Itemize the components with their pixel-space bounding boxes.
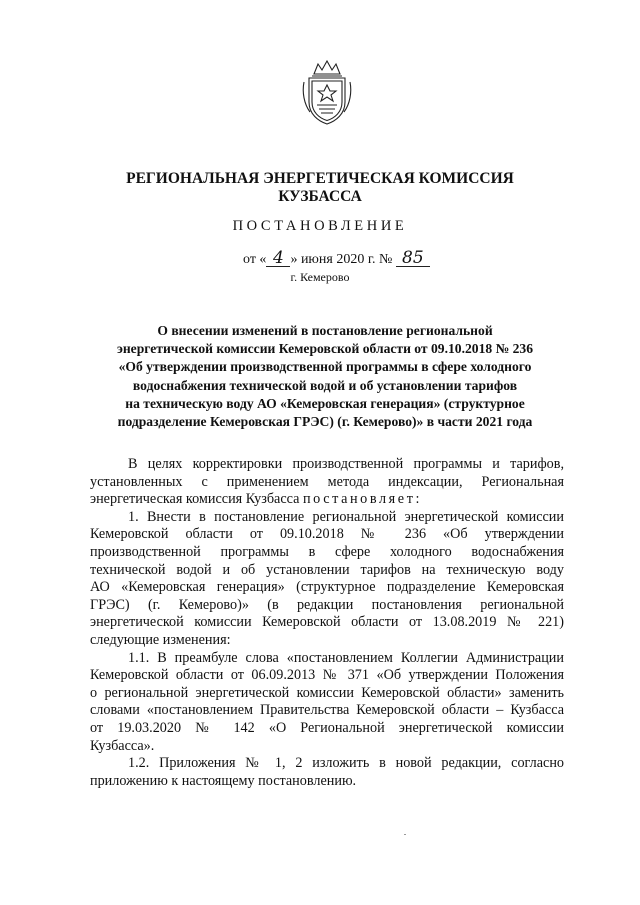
document-number-handwritten: 85 — [396, 251, 430, 267]
body-line: ГРЭС) (г. Кемерово)» (в редакции постановления региональной — [90, 596, 564, 613]
date-middle: » июня 2020 г. № — [290, 252, 393, 267]
body-line: от 19.03.2020 № 142 «О Региональной энергетической комиссии — [90, 719, 564, 736]
document-title — [85, 322, 565, 431]
body-line: 1. Внести в постановление региональной энергетической комиссии — [128, 508, 564, 525]
body-text: энергетическая комиссия Кузбасса — [90, 491, 303, 508]
body-line: 1.1. В преамбуле слова «постановлением Коллегии Администрации — [128, 649, 564, 666]
body-line: следующие изменения: — [90, 631, 231, 648]
body-line: В целях корректировки производственной программы и тарифов, — [128, 456, 564, 472]
title-line: О внесении изменений в постановление региональной — [157, 323, 493, 338]
kuzbass-coat-of-arms-emblem — [300, 58, 354, 126]
date-prefix: от « — [243, 252, 267, 267]
body-line: установленных с применением метода индексации, Региональная — [90, 473, 564, 490]
date-day-handwritten: 4 — [266, 251, 290, 267]
body-line: технической водой и об установлении тарифов на техническую воду — [90, 561, 564, 578]
title-line: водоснабжения технической водой и об установлении тарифов — [132, 377, 518, 393]
body-line: словами «постановлением Правительства Кемеровской области – Кузбасса — [90, 702, 564, 719]
body-line: о региональной энергетической комиссии Кемеровской области» заменить — [90, 684, 564, 701]
title-line: «Об утверждении производственной программы в сфере холодного — [118, 359, 532, 375]
title-line: на техническую воду АО «Кемеровская генерация» (структурное — [125, 395, 525, 411]
body-line: производственной программы в сфере холодного водоснабжения — [90, 543, 564, 560]
body-text-spaced: постановляет: — [302, 491, 423, 508]
body-line: приложению к настоящему постановлению. — [90, 772, 357, 789]
body-line: АО «Кемеровская генерация» (структурное подразделение Кемеровская — [90, 579, 564, 596]
city-line: г. Кемерово — [290, 270, 350, 284]
body-line: Кемеровской области от 06.09.2013 № 371 «Об утверждении Положения — [90, 667, 564, 684]
document-date-line — [243, 248, 430, 268]
organization-name-line2: КУЗБАССА — [278, 188, 362, 205]
document-type-heading: ПОСТАНОВЛЕНИЕ — [232, 218, 408, 234]
title-line: энергетической комиссии Кемеровской области от 09.10.2018 № 236 — [116, 341, 534, 357]
scan-speck — [404, 834, 406, 835]
title-line: подразделение Кемеровская ГРЭС) (г. Кемерово)» в части 2021 года — [117, 414, 533, 430]
body-line: 1.2. Приложения № 1, 2 изложить в новой редакции, согласно — [128, 755, 564, 772]
body-line: Кузбасса». — [90, 737, 155, 754]
organization-name-line1: РЕГИОНАЛЬНАЯ ЭНЕРГЕТИЧЕСКАЯ КОМИССИЯ — [126, 170, 514, 187]
body-line: энергетической комиссии Кемеровской области от 13.08.2019 № 221) — [90, 614, 564, 631]
body-line: Кемеровской области от 09.10.2018 № 236 «Об утверждении — [90, 526, 564, 543]
body-line — [90, 491, 564, 509]
document-body — [90, 456, 564, 790]
